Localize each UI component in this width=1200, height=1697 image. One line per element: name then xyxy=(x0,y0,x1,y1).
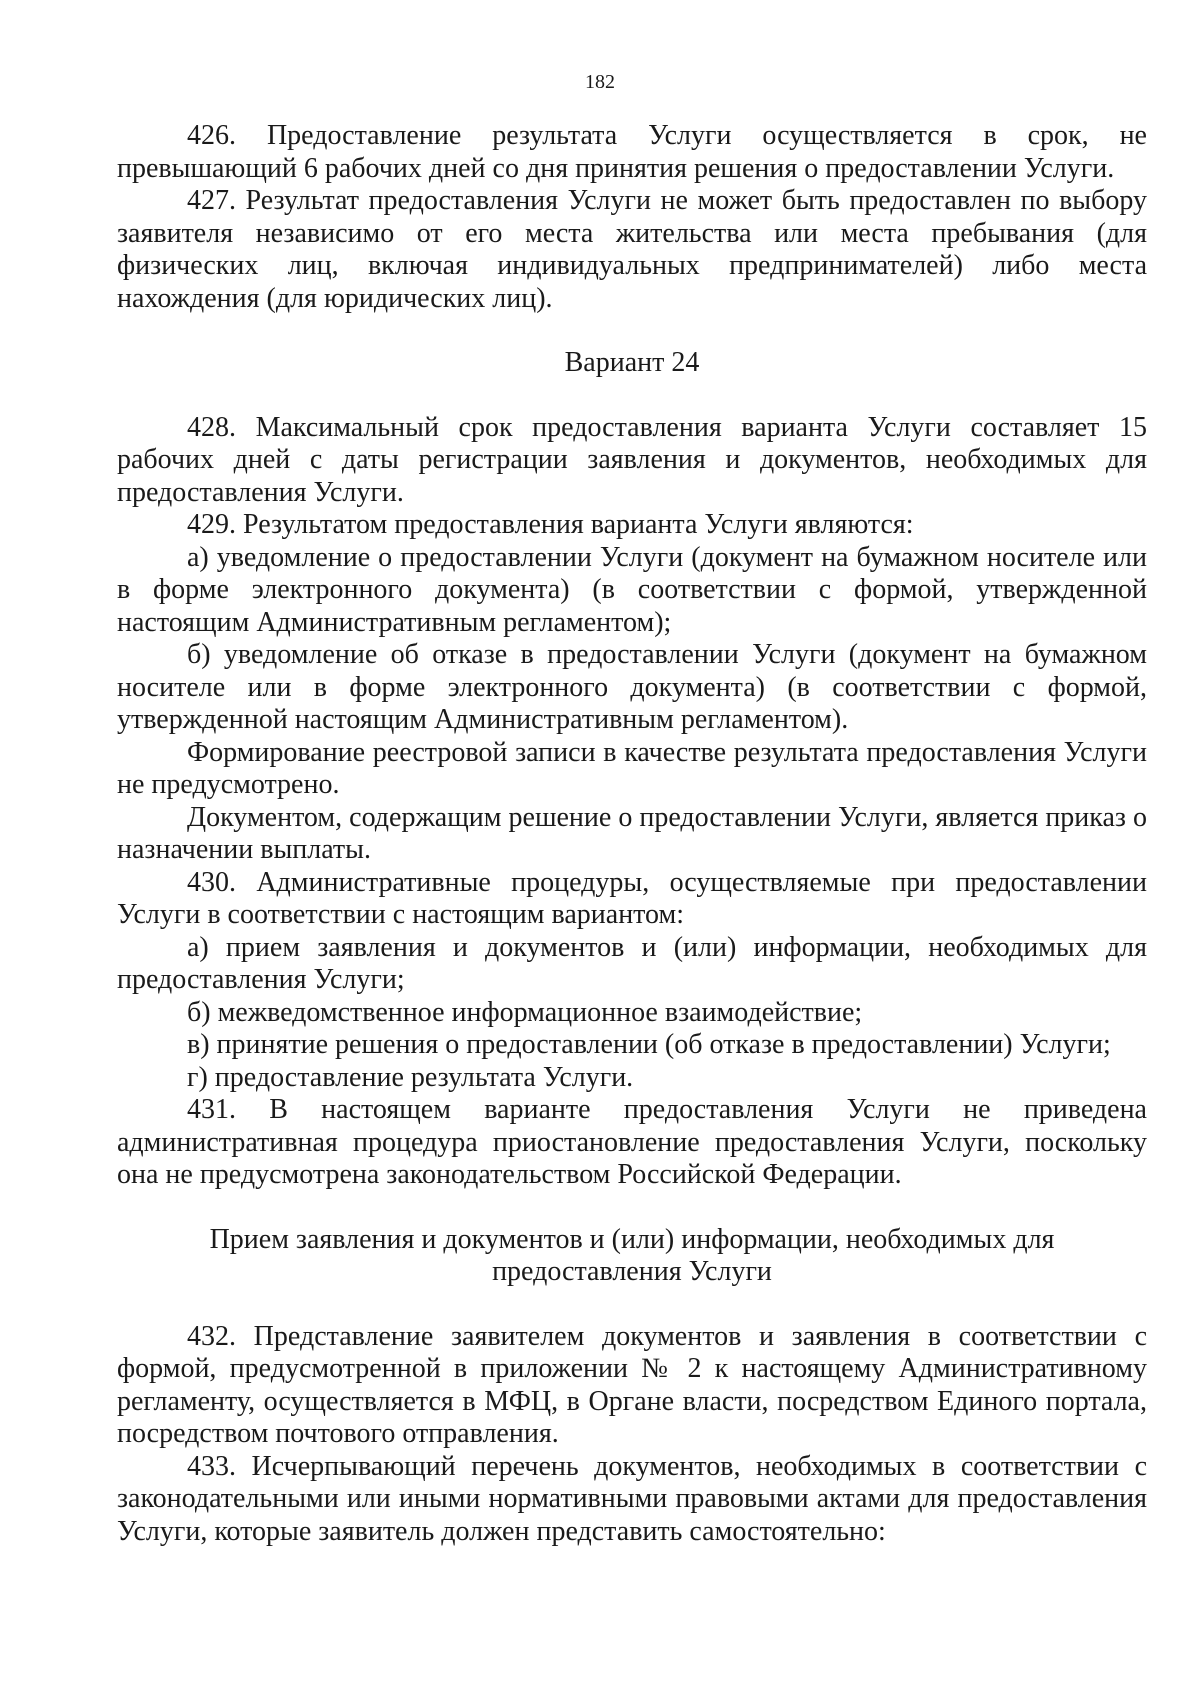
list-item-430-b: б) межведомственное информационное взаимодействие; xyxy=(187,996,863,1028)
list-item-430-v: в) принятие решения о предоставлении (об отказе в предоставлении) Услуги; xyxy=(187,1029,1111,1060)
variant-heading: Вариант 24 xyxy=(564,347,700,378)
paragraph-426: 426. Предоставление результата Услуги осуществляется в срок, не превышающий 6 рабочих дней со дня принятия решения о предоставлении Услуги. xyxy=(117,120,1147,184)
section-heading: Прием заявления и документов и (или) информации, необходимых для предоставления Услуги xyxy=(209,1223,1055,1287)
document-body xyxy=(117,120,1147,1548)
paragraph-registry-record: Формирование реестровой записи в качестве результата предоставления Услуги не предусмотрено. xyxy=(117,736,1147,800)
paragraph-432: 432. Представление заявителем документов и заявления в соответствии с формой, предусмотренной в приложении № 2 к настоящему Административному регламенту, осуществляется в МФЦ, в Органе власти, посредством Единого портала, посредством почтового отправления. xyxy=(117,1320,1147,1449)
paragraph-428: 428. Максимальный срок предоставления варианта Услуги составляет 15 рабочих дней с даты регистрации заявления и документов, необходимых для предоставления Услуги. xyxy=(117,411,1147,508)
paragraph-429: 429. Результатом предоставления варианта Услуги являются: xyxy=(187,509,914,540)
paragraph-decision-document: Документом, содержащим решение о предоставлении Услуги, является приказ о назначении выплаты. xyxy=(117,801,1147,865)
paragraph-431: 431. В настоящем варианте предоставления Услуги не приведена административная процедура приостановление предоставления Услуги, поскольку она не предусмотрена законодательством Российской Федерации. xyxy=(117,1094,1147,1190)
paragraph-433: 433. Исчерпывающий перечень документов, необходимых в соответствии с законодательными или иными нормативными правовыми актами для предоставления Услуги, которые заявитель должен представить самостоятельно: xyxy=(117,1450,1147,1547)
paragraph-427: 427. Результат предоставления Услуги не может быть предоставлен по выбору заявителя независимо от его места жительства или места пребывания (для физических лиц, включая индивидуальных предпринимателей) либо места нахождения (для юридических лиц). xyxy=(117,185,1147,314)
paragraph-430: 430. Административные процедуры, осуществляемые при предоставлении Услуги в соответствии с настоящим вариантом: xyxy=(117,866,1147,930)
list-item-429-b: б) уведомление об отказе в предоставлении Услуги (документ на бумажном носителе или в форме электронного документа) (в соответствии с формой, утвержденной настоящим Административным регламентом). xyxy=(117,639,1147,735)
list-item-430-g: г) предоставление результата Услуги. xyxy=(187,1061,634,1093)
list-item-429-a: а) уведомление о предоставлении Услуги (документ на бумажном носителе или в форме электронного документа) (в соответствии с формой, утвержденной настоящим Административным регламентом); xyxy=(117,541,1147,638)
list-item-430-a: а) прием заявления и документов и (или) информации, необходимых для предоставления Услуги; xyxy=(117,931,1147,995)
page-number: 182 xyxy=(585,71,615,93)
